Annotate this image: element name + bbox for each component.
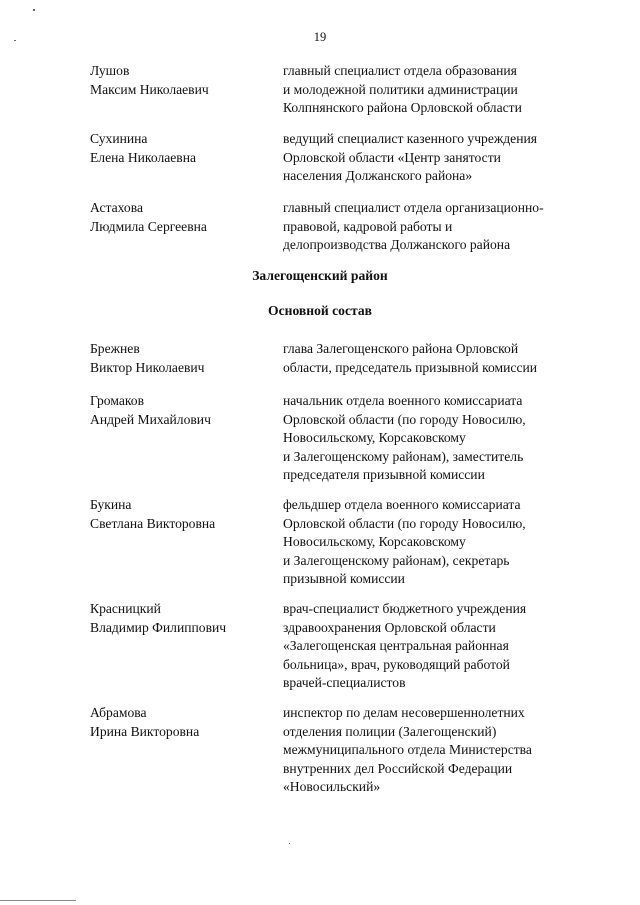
member-surname: Громаков bbox=[90, 393, 145, 408]
member-surname: Сухинина bbox=[90, 131, 148, 146]
member-full-name bbox=[90, 130, 270, 167]
position-line: фельдшер отдела военного комиссариата bbox=[283, 497, 521, 512]
position-line: инспектор по делам несовершеннолетних bbox=[283, 705, 525, 720]
position-line: главный специалист отдела образования bbox=[283, 63, 517, 78]
member-position bbox=[283, 704, 603, 797]
position-line: председателя призывной комиссии bbox=[283, 467, 485, 482]
position-line: врач-специалист бюджетного учреждения bbox=[283, 601, 527, 616]
position-line: здравоохранения Орловской области bbox=[283, 619, 496, 635]
member-position bbox=[283, 199, 603, 255]
position-line: врачей-специалистов bbox=[283, 675, 406, 690]
member-given-names: Максим Николаевич bbox=[90, 81, 209, 97]
member-full-name bbox=[90, 704, 270, 741]
member-surname: Букина bbox=[90, 497, 132, 512]
scan-speck bbox=[289, 843, 290, 844]
member-position bbox=[283, 62, 603, 118]
member-surname: Абрамова bbox=[90, 705, 147, 720]
scan-speck bbox=[14, 40, 16, 41]
position-line: Новосильскому, Корсаковскому bbox=[283, 534, 466, 549]
position-line: Новосильскому, Корсаковскому bbox=[283, 430, 466, 445]
position-line: внутренних дел Российской Федерации bbox=[283, 760, 513, 776]
position-line: Орловской области (по городу Новосилю, bbox=[283, 515, 526, 531]
member-surname: Красницкий bbox=[90, 601, 161, 616]
member-given-names: Виктор Николаевич bbox=[90, 359, 205, 375]
section-title: Залегощенский район bbox=[252, 268, 388, 283]
member-full-name bbox=[90, 496, 270, 533]
member-position bbox=[283, 130, 603, 186]
position-line: глава Залегощенского района Орловской bbox=[283, 341, 519, 356]
member-surname: Лушов bbox=[90, 63, 130, 78]
subsection-title: Основной состав bbox=[268, 303, 372, 318]
scan-edge-line bbox=[0, 900, 76, 901]
position-line: «Залегощенская центральная районная bbox=[283, 638, 509, 653]
position-line: Орловской области «Центр занятости bbox=[283, 149, 501, 165]
position-line: правовой, кадровой работы и bbox=[283, 218, 453, 234]
position-line: призывной комиссии bbox=[283, 571, 405, 586]
member-position bbox=[283, 340, 603, 377]
position-line: отделения полиции (Залегощенский) bbox=[283, 723, 497, 739]
position-line: и молодежной политики администрации bbox=[283, 81, 518, 97]
position-line: делопроизводства Должанского района bbox=[283, 237, 511, 252]
position-line: Орловской области (по городу Новосилю, bbox=[283, 411, 526, 427]
position-line: Колпнянского района Орловской области bbox=[283, 100, 522, 115]
member-given-names: Владимир Филиппович bbox=[90, 619, 227, 635]
member-given-names: Светлана Викторовна bbox=[90, 515, 216, 531]
member-position bbox=[283, 600, 603, 693]
position-line: главный специалист отдела организационно- bbox=[283, 200, 544, 215]
member-given-names: Людмила Сергеевна bbox=[90, 218, 207, 234]
member-full-name bbox=[90, 199, 270, 236]
member-position bbox=[283, 392, 603, 485]
position-line: и Залегощенскому районам), заместитель bbox=[283, 448, 524, 464]
scan-speck bbox=[33, 9, 35, 11]
position-line: и Залегощенскому районам), секретарь bbox=[283, 552, 510, 568]
position-line: больница», врач, руководящий работой bbox=[283, 656, 510, 672]
position-line: «Новосильский» bbox=[283, 779, 381, 794]
position-line: межмуниципального отдела Министерства bbox=[283, 742, 532, 757]
member-surname: Астахова bbox=[90, 200, 144, 215]
member-surname: Брежнев bbox=[90, 341, 140, 356]
position-line: ведущий специалист казенного учреждения bbox=[283, 131, 538, 146]
member-full-name bbox=[90, 392, 270, 429]
member-full-name bbox=[90, 62, 270, 99]
position-line: населения Должанского района» bbox=[283, 168, 473, 183]
member-given-names: Елена Николаевна bbox=[90, 149, 197, 165]
position-line: начальник отдела военного комиссариата bbox=[283, 393, 523, 408]
member-position bbox=[283, 496, 603, 589]
position-line: области, председатель призывной комиссии bbox=[283, 359, 538, 375]
member-full-name bbox=[90, 340, 270, 377]
page-number: 19 bbox=[313, 30, 327, 44]
member-full-name bbox=[90, 600, 270, 637]
member-given-names: Андрей Михайлович bbox=[90, 411, 211, 427]
member-given-names: Ирина Викторовна bbox=[90, 723, 200, 739]
